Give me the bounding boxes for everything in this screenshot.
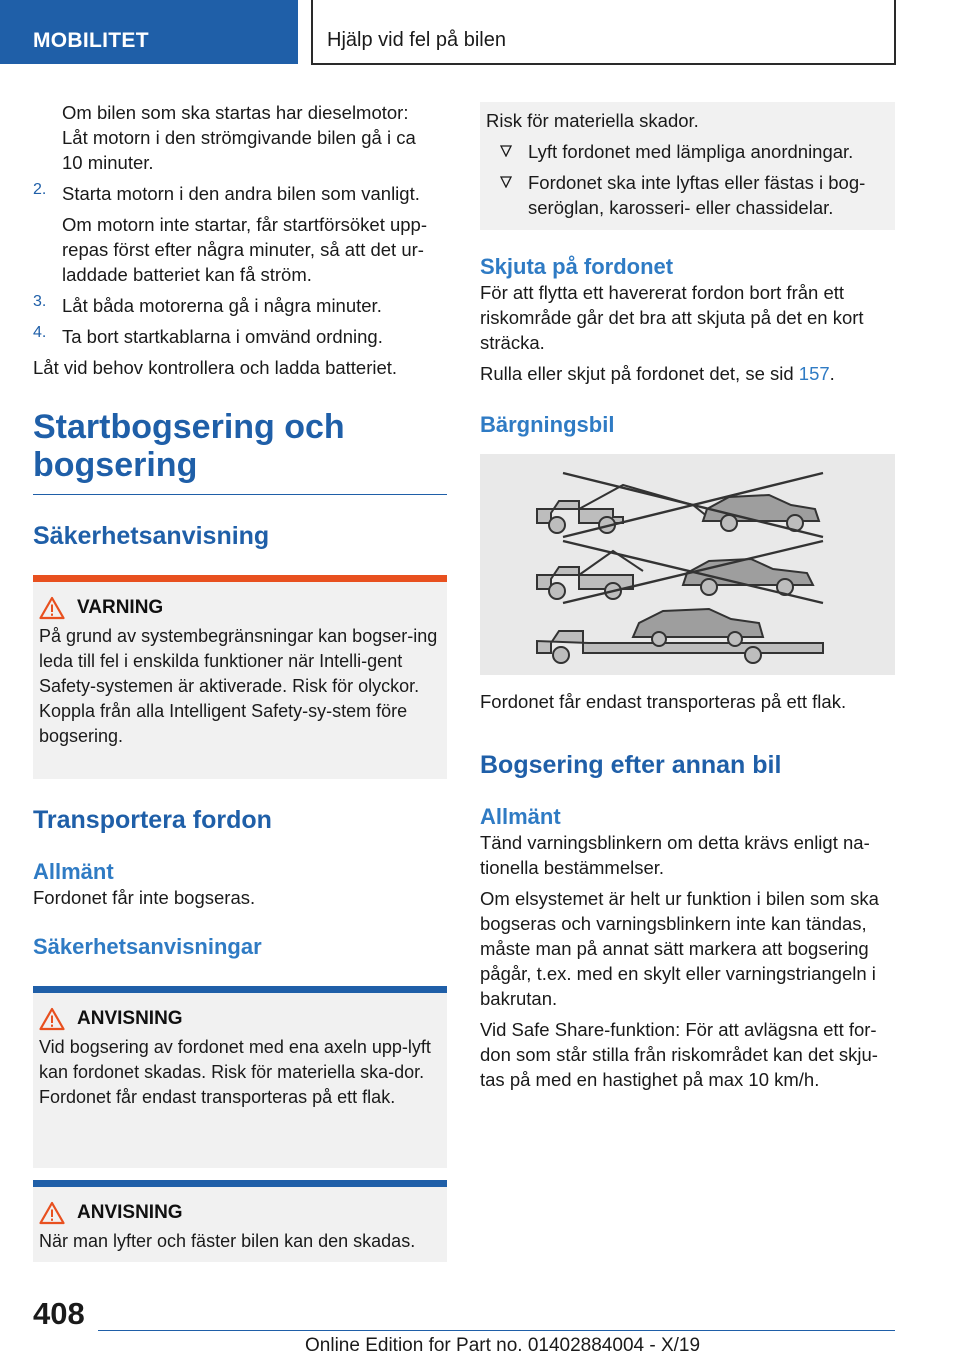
risk-list (486, 139, 889, 220)
notice-title-row (39, 1007, 441, 1031)
push-heading: Skjuta på fordonet (480, 254, 674, 279)
step-item (33, 293, 447, 318)
page-number: 408 (33, 1296, 85, 1331)
tow-truck-illustration (480, 454, 895, 675)
bullet-triangle-icon (500, 176, 512, 188)
push-text: För att flytta ett havererat fordon bort från ett riskområde går det bra att skjuta på det en kort sträcka. (480, 282, 864, 353)
roll-text: Rulla eller skjut på fordonet det, se sid 157. (480, 363, 835, 384)
tow-caption: Fordonet får endast transporteras på ett flak. (480, 691, 847, 712)
bullet-triangle-icon (500, 145, 512, 157)
closing-text: Låt vid behov kontrollera och ladda batteriet. (33, 357, 398, 378)
towing-heading: Bogsering efter annan bil (480, 751, 782, 779)
step-number: 2. (33, 181, 47, 198)
warning-triangle-icon (39, 1201, 65, 1225)
warning-box (33, 575, 447, 779)
step-text: Låt båda motorerna gå i några minuter. (62, 295, 382, 316)
section-title: MOBILITET (33, 29, 149, 52)
footer-divider (98, 1330, 895, 1331)
paragraph: Tänd varningsblinkern om detta krävs enligt na-tionella bestämmelser. (480, 832, 870, 878)
step-number: 3. (33, 293, 47, 310)
safety-notes-heading: Säkerhetsanvisningar (33, 934, 262, 959)
warning-triangle-icon (39, 596, 65, 620)
h1-block (33, 408, 447, 495)
notice-box (33, 1180, 447, 1262)
notice-title: ANVISNING (77, 1202, 183, 1223)
notice-text: När man lyfter och fäster bilen kan den skadas. (39, 1231, 416, 1251)
tow-truck-heading: Bärgningsbil (480, 412, 615, 437)
list-item: Lyft fordonet med lämpliga anordningar. (486, 139, 889, 164)
step-item (33, 324, 447, 349)
step-note: Om motorn inte startar, får startförsöket upp-repas först efter några minuter, så att det ur-laddade batteriet kan få ström. (62, 214, 427, 285)
notice-title-row (39, 1201, 441, 1225)
safety-heading: Säkerhetsanvisning (33, 522, 270, 550)
notice-box (33, 986, 447, 1168)
general-heading: Allmänt (33, 859, 114, 884)
notice-title: ANVISNING (77, 1008, 183, 1029)
left-column (33, 100, 447, 1262)
notice-text: Vid bogsering av fordonet med ena axeln upp-lyft kan fordonet skadas. Risk för materiella ska-dor. Fordonet får endast transporteras på ett flak. (39, 1037, 431, 1107)
paragraph: Vid Safe Share-funktion: För att avlägsna ett for-don som står stilla från riskområdet kan det skju-tas på med en hastighet på max 10 km/h. (480, 1019, 878, 1090)
transport-heading: Transportera fordon (33, 806, 272, 834)
right-column (480, 100, 895, 1092)
section-tab (0, 0, 298, 64)
tow-truck-icon (523, 465, 853, 665)
warning-title-row (39, 596, 441, 620)
warning-triangle-icon (39, 1007, 65, 1031)
step-continuation: Om bilen som ska startas har dieselmotor: Låt motorn i den strömgivande bilen gå i ca 10 minuter. (62, 102, 416, 173)
edition-text: Online Edition for Part no. 01402884004 - X/19 (305, 1335, 701, 1356)
step-number: 4. (33, 324, 47, 341)
list-item: Fordonet ska inte lyftas eller fästas i bog-seröglan, karosseri- eller chassidelar. (486, 170, 889, 220)
chapter-bar (311, 0, 896, 65)
step-text: Starta motorn i den andra bilen som vanligt. (62, 183, 420, 204)
risk-box (480, 102, 895, 230)
page-heading: Startbogsering och bogsering (33, 408, 345, 484)
step-text: Ta bort startkablarna i omvänd ordning. (62, 326, 383, 347)
risk-text: Risk för materiella skador. (486, 110, 699, 131)
warning-title: VARNING (77, 597, 164, 618)
general-text: Fordonet får inte bogseras. (33, 887, 256, 908)
page-link[interactable]: 157 (798, 363, 830, 384)
general-heading: Allmänt (480, 804, 561, 829)
warning-text: På grund av systembegränsningar kan bogser-ing leda till fel i enskilda funktioner när Intelli-gent Safety-systemen är aktiverade. Risk för olyckor. Koppla från alla Intelligent Safety-sy-stem före bogsering. (39, 626, 438, 746)
chapter-title: Hjälp vid fel på bilen (327, 29, 506, 51)
step-item (33, 181, 447, 206)
paragraph: Om elsystemet är helt ur funktion i bilen som ska bogseras och varningsblinkern inte kan tändas, måste man på annat sätt markera att bogsering pågår, t.ex. med en skylt eller varningstriangeln i bakrutan. (480, 888, 879, 1009)
